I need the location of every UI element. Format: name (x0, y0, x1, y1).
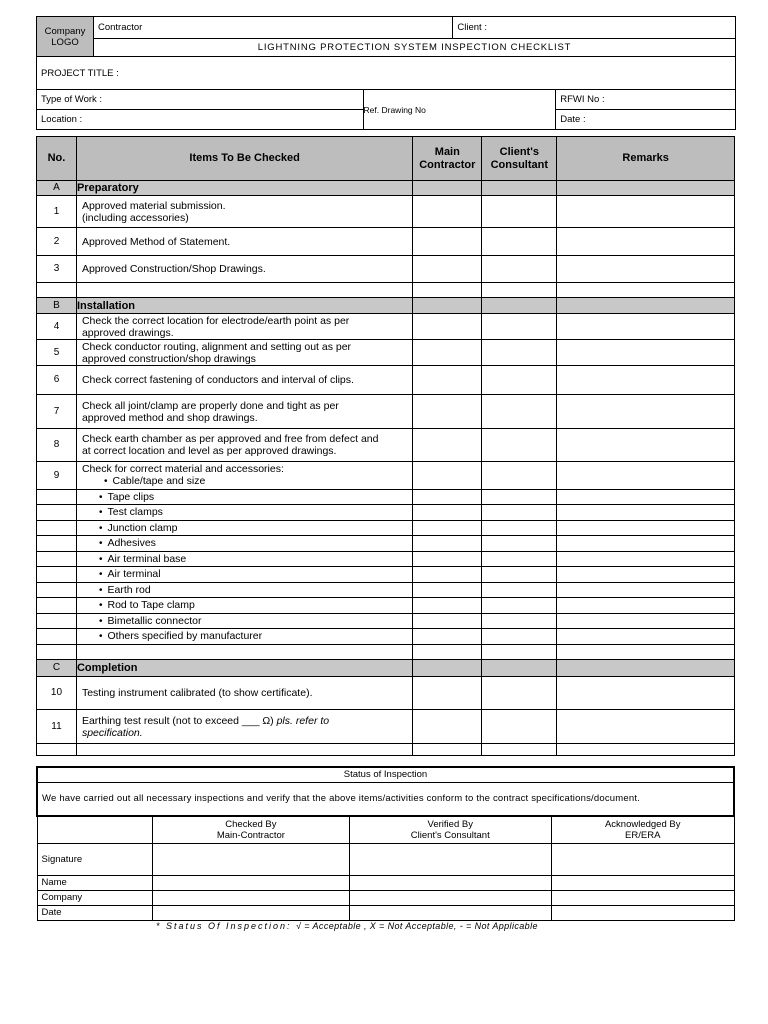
remarks-cell[interactable] (557, 521, 735, 536)
item-text: Check for correct material and accessories: • Cable/tape and size (76, 462, 412, 490)
main-contractor-check[interactable] (413, 340, 482, 366)
company-field[interactable] (551, 890, 734, 905)
main-contractor-check[interactable] (413, 677, 482, 710)
consultant-check[interactable] (482, 490, 557, 505)
material-item: • Adhesives (76, 536, 412, 552)
main-contractor-check[interactable] (413, 366, 482, 395)
signature-label: Signature (37, 843, 153, 875)
consultant-check[interactable] (482, 395, 557, 429)
date-field[interactable] (349, 905, 551, 920)
table-row (37, 395, 735, 429)
header-clients-consultant: Client's Consultant (482, 137, 557, 181)
item-number: 5 (37, 340, 77, 366)
name-field[interactable] (551, 875, 734, 890)
item-text: Earthing test result (not to exceed ___ Ω) pls. refer to specification. (76, 710, 412, 744)
signature-field[interactable] (153, 843, 349, 875)
project-title-label: PROJECT TITLE : (41, 67, 119, 79)
consultant-check[interactable] (482, 505, 557, 521)
consultant-check[interactable] (482, 521, 557, 536)
section-code: B (37, 298, 77, 314)
consultant-check[interactable] (482, 614, 557, 629)
consultant-check[interactable] (482, 552, 557, 567)
material-item: • Others specified by manufacturer (76, 629, 412, 645)
blank-row (37, 283, 735, 298)
ref-drawing-label: Ref. Drawing No (363, 104, 426, 115)
main-contractor-check[interactable] (413, 629, 482, 645)
verified-by-header: Verified By Client's Consultant (349, 816, 551, 843)
remarks-cell[interactable] (557, 629, 735, 645)
main-contractor-check[interactable] (413, 462, 482, 490)
date-field[interactable] (556, 110, 736, 130)
material-row (37, 567, 735, 583)
project-title-field[interactable] (37, 57, 736, 90)
ref-drawing-field[interactable] (363, 90, 556, 130)
client-label: Client : (457, 22, 487, 33)
consultant-check[interactable] (482, 677, 557, 710)
consultant-check[interactable] (482, 340, 557, 366)
item-text: Approved Method of Statement. (76, 228, 412, 256)
item-number: 6 (37, 366, 77, 395)
type-of-work-field[interactable] (37, 90, 364, 110)
section-row-b (37, 298, 735, 314)
remarks-cell[interactable] (557, 598, 735, 614)
acknowledged-by-header: Acknowledged By ER/ERA (551, 816, 734, 843)
contractor-label: Contractor (97, 22, 143, 33)
table-row (37, 710, 735, 744)
item-number: 10 (37, 677, 77, 710)
consultant-check[interactable] (482, 429, 557, 462)
material-row (37, 536, 735, 552)
material-item: • Junction clamp (76, 521, 412, 536)
table-row (37, 228, 735, 256)
section-title: Preparatory (76, 181, 412, 196)
table-row (37, 366, 735, 395)
type-of-work-label: Type of Work : (41, 94, 103, 105)
location-field[interactable] (37, 110, 364, 130)
blank-row (37, 645, 735, 660)
header-items: Items To Be Checked (76, 137, 412, 181)
consultant-check[interactable] (482, 583, 557, 598)
signature-field[interactable] (349, 843, 551, 875)
item-number: 11 (37, 710, 77, 744)
main-contractor-check[interactable] (413, 521, 482, 536)
section-code: C (37, 660, 77, 677)
empty-corner (37, 816, 153, 843)
item-text: Check earth chamber as per approved and free from defect and at correct location and level as per approved drawings. (76, 429, 412, 462)
item-text: Testing instrument calibrated (to show certificate). (76, 677, 412, 710)
item-text: Approved material submission. (including accessories) (76, 196, 412, 228)
remarks-cell[interactable] (557, 614, 735, 629)
item-number: 9 (37, 462, 77, 490)
remarks-cell[interactable] (557, 583, 735, 598)
material-item: • Air terminal base (76, 552, 412, 567)
item-number: 8 (37, 429, 77, 462)
status-table (36, 766, 735, 921)
remarks-cell[interactable] (557, 536, 735, 552)
material-item: • Bimetallic connector (76, 614, 412, 629)
remarks-cell[interactable] (557, 677, 735, 710)
section-title: Completion (76, 660, 412, 677)
contractor-field[interactable] (93, 17, 452, 39)
table-row (37, 196, 735, 228)
document-title: LIGHTNING PROTECTION SYSTEM INSPECTION CHECKLIST (93, 39, 735, 57)
item-text: Check all joint/clamp are properly done and tight as per approved method and shop drawings. (76, 395, 412, 429)
item-number: 3 (37, 256, 77, 283)
remarks-cell[interactable] (557, 429, 735, 462)
material-item: • Test clamps (76, 505, 412, 521)
consultant-check[interactable] (482, 196, 557, 228)
table-row (37, 677, 735, 710)
item-number: 1 (37, 196, 77, 228)
item-number: 7 (37, 395, 77, 429)
table-row (37, 256, 735, 283)
consultant-check[interactable] (482, 567, 557, 583)
date-label: Date (37, 905, 153, 920)
remarks-cell[interactable] (557, 256, 735, 283)
checked-by-header: Checked By Main-Contractor (153, 816, 349, 843)
remarks-cell[interactable] (557, 552, 735, 567)
signature-field[interactable] (551, 843, 734, 875)
location-label: Location : (41, 114, 83, 125)
material-row (37, 521, 735, 536)
item-text: Approved Construction/Shop Drawings. (76, 256, 412, 283)
name-field[interactable] (349, 875, 551, 890)
item-text: Check conductor routing, alignment and setting out as per approved construction/shop drawings (76, 340, 412, 366)
consultant-check[interactable] (482, 366, 557, 395)
client-field[interactable] (453, 17, 736, 39)
material-item: • Cable/tape and size (82, 475, 407, 488)
name-field[interactable] (153, 875, 349, 890)
name-label: Name (37, 875, 153, 890)
header-table (36, 16, 736, 130)
main-contractor-check[interactable] (413, 395, 482, 429)
consultant-check[interactable] (482, 629, 557, 645)
remarks-cell[interactable] (557, 710, 735, 744)
material-row (37, 505, 735, 521)
main-contractor-check[interactable] (413, 429, 482, 462)
section-row-c (37, 660, 735, 677)
material-row (37, 490, 735, 505)
company-logo: Company LOGO (37, 17, 94, 57)
item-text: Check correct fastening of conductors and interval of clips. (76, 366, 412, 395)
main-contractor-check[interactable] (413, 314, 482, 340)
remarks-cell[interactable] (557, 366, 735, 395)
main-contractor-check[interactable] (413, 505, 482, 521)
main-contractor-check[interactable] (413, 710, 482, 744)
material-row (37, 629, 735, 645)
material-row (37, 614, 735, 629)
checklist-table (36, 136, 735, 756)
material-item: • Air terminal (76, 567, 412, 583)
remarks-cell[interactable] (557, 505, 735, 521)
consultant-check[interactable] (482, 710, 557, 744)
section-title: Installation (76, 298, 412, 314)
header-main-contractor: Main Contractor (413, 137, 482, 181)
blank-row (37, 744, 735, 756)
consultant-check[interactable] (482, 462, 557, 490)
section-row-a (37, 181, 735, 196)
header-no: No. (37, 137, 77, 181)
company-label: Company (37, 890, 153, 905)
remarks-cell[interactable] (557, 395, 735, 429)
main-contractor-check[interactable] (413, 536, 482, 552)
material-item: • Earth rod (76, 583, 412, 598)
main-contractor-check[interactable] (413, 598, 482, 614)
table-row (37, 314, 735, 340)
rfwi-field[interactable] (556, 90, 736, 110)
item-number: 4 (37, 314, 77, 340)
remarks-cell[interactable] (557, 340, 735, 366)
main-contractor-check[interactable] (413, 552, 482, 567)
inspection-statement: We have carried out all necessary inspections and verify that the above items/activities conform to the contract specifications/document. (37, 782, 734, 816)
date-field[interactable] (153, 905, 349, 920)
consultant-check[interactable] (482, 256, 557, 283)
legend-text: √ = Acceptable , X = Not Acceptable, - = Not Applicable (296, 921, 538, 931)
consultant-check[interactable] (482, 228, 557, 256)
remarks-cell[interactable] (557, 462, 735, 490)
section-code: A (37, 181, 77, 196)
legend-prefix: * Status Of Inspection: (156, 921, 297, 931)
company-field[interactable] (349, 890, 551, 905)
consultant-check[interactable] (482, 314, 557, 340)
consultant-check[interactable] (482, 598, 557, 614)
material-item: • Rod to Tape clamp (76, 598, 412, 614)
table-row (37, 462, 735, 490)
date-label: Date : (560, 114, 586, 125)
remarks-cell[interactable] (557, 567, 735, 583)
main-contractor-check[interactable] (413, 256, 482, 283)
main-contractor-check[interactable] (413, 490, 482, 505)
header-remarks: Remarks (557, 137, 735, 181)
material-row (37, 598, 735, 614)
item-number: 2 (37, 228, 77, 256)
main-contractor-check[interactable] (413, 196, 482, 228)
remarks-cell[interactable] (557, 314, 735, 340)
item-text: Check the correct location for electrode/earth point as per approved drawings. (76, 314, 412, 340)
status-title: Status of Inspection (37, 767, 734, 782)
table-row (37, 340, 735, 366)
main-contractor-check[interactable] (413, 567, 482, 583)
table-row (37, 429, 735, 462)
remarks-cell[interactable] (557, 490, 735, 505)
main-contractor-check[interactable] (413, 228, 482, 256)
remarks-cell[interactable] (557, 196, 735, 228)
main-contractor-check[interactable] (413, 614, 482, 629)
date-field[interactable] (551, 905, 734, 920)
status-legend (156, 921, 538, 931)
material-row (37, 583, 735, 598)
main-contractor-check[interactable] (413, 583, 482, 598)
consultant-check[interactable] (482, 536, 557, 552)
material-item: • Tape clips (76, 490, 412, 505)
remarks-cell[interactable] (557, 228, 735, 256)
material-row (37, 552, 735, 567)
rfwi-label: RFWI No : (560, 94, 605, 105)
company-field[interactable] (153, 890, 349, 905)
